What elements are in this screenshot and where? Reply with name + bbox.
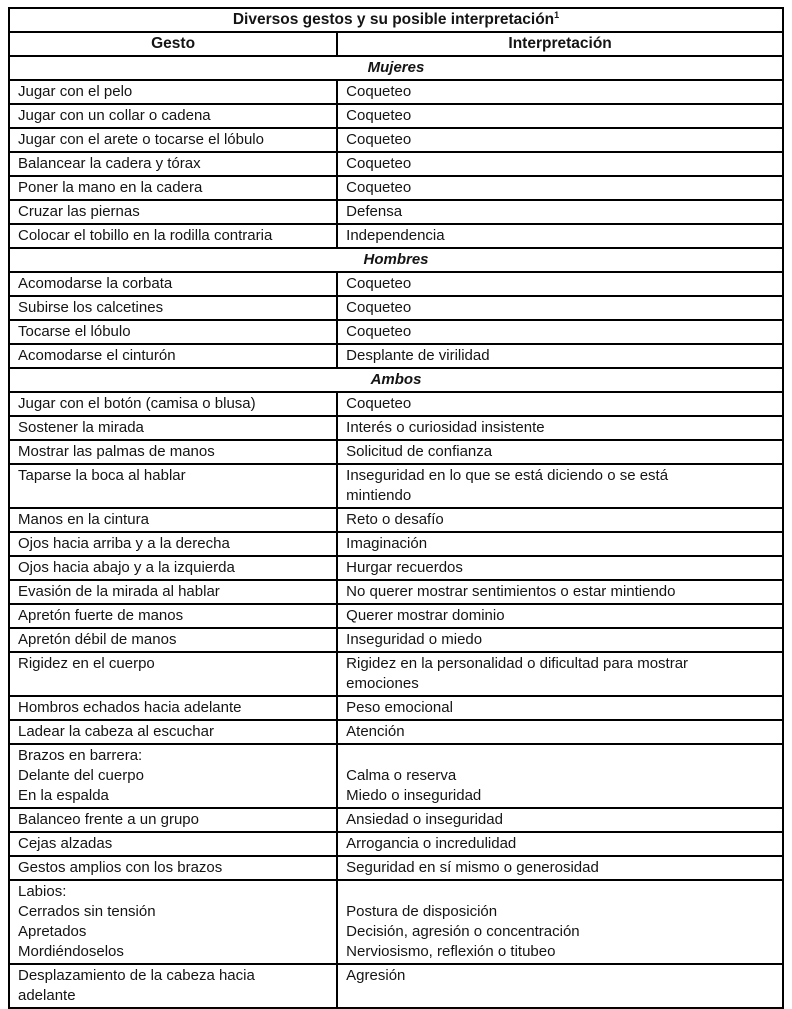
section-header-ambos: Ambos	[9, 368, 783, 392]
interpretation-cell: Coqueteo	[337, 272, 783, 296]
gesto-cell: Acomodarse la corbata	[9, 272, 337, 296]
interpretation-cell: Defensa	[337, 200, 783, 224]
gesto-cell: Jugar con un collar o cadena	[9, 104, 337, 128]
column-header-gesto: Gesto	[9, 32, 337, 56]
gesto-cell: Evasión de la mirada al hablar	[9, 580, 337, 604]
table-row	[9, 104, 783, 128]
section-header-hombres: Hombres	[9, 248, 783, 272]
interpretation-cell: Reto o desafío	[337, 508, 783, 532]
interpretation-cell: Inseguridad o miedo	[337, 628, 783, 652]
gesto-cell: Desplazamiento de la cabeza hacia adelante	[9, 964, 337, 1008]
gesto-cell: Ladear la cabeza al escuchar	[9, 720, 337, 744]
interpretation-cell: Coqueteo	[337, 392, 783, 416]
section-row-hombres	[9, 248, 783, 272]
table-row	[9, 628, 783, 652]
interpretation-cell: Coqueteo	[337, 80, 783, 104]
table-row	[9, 80, 783, 104]
table-title	[9, 8, 783, 32]
section-header-mujeres: Mujeres	[9, 56, 783, 80]
interpretation-cell: Atención	[337, 720, 783, 744]
gesto-cell: Gestos amplios con los brazos	[9, 856, 337, 880]
table-row	[9, 880, 783, 964]
interpretation-cell: Querer mostrar dominio	[337, 604, 783, 628]
table-row	[9, 580, 783, 604]
table-row	[9, 200, 783, 224]
gesto-cell: Balancear la cadera y tórax	[9, 152, 337, 176]
section-row-mujeres	[9, 56, 783, 80]
interpretation-cell: Agresión	[337, 964, 783, 1008]
table-row	[9, 176, 783, 200]
interpretation-cell: Ansiedad o inseguridad	[337, 808, 783, 832]
interpretation-cell: Coqueteo	[337, 128, 783, 152]
gesto-cell: Jugar con el botón (camisa o blusa)	[9, 392, 337, 416]
table-row	[9, 416, 783, 440]
gesto-cell: Brazos en barrera: Delante del cuerpo En la espalda	[9, 744, 337, 808]
interpretation-cell: Calma o reserva Miedo o inseguridad	[337, 744, 783, 808]
table-head	[9, 8, 783, 56]
table-row	[9, 296, 783, 320]
gesto-cell: Rigidez en el cuerpo	[9, 652, 337, 696]
gestures-table	[8, 7, 784, 1009]
table-row	[9, 152, 783, 176]
table-row	[9, 440, 783, 464]
table-row	[9, 832, 783, 856]
footnote-mark: 1	[554, 9, 560, 20]
gesto-cell: Balanceo frente a un grupo	[9, 808, 337, 832]
interpretation-cell: Seguridad en sí mismo o generosidad	[337, 856, 783, 880]
interpretation-cell: Inseguridad en lo que se está diciendo o se está mintiendo	[337, 464, 783, 508]
gesto-cell: Ojos hacia arriba y a la derecha	[9, 532, 337, 556]
gesto-cell: Jugar con el arete o tocarse el lóbulo	[9, 128, 337, 152]
table-row	[9, 508, 783, 532]
table-row	[9, 604, 783, 628]
table-body	[9, 56, 783, 1008]
interpretation-cell: Rigidez en la personalidad o dificultad para mostrar emociones	[337, 652, 783, 696]
gesto-cell: Hombros echados hacia adelante	[9, 696, 337, 720]
gesto-cell: Cruzar las piernas	[9, 200, 337, 224]
title-row	[9, 8, 783, 32]
table-row	[9, 652, 783, 696]
table-row	[9, 392, 783, 416]
table-row	[9, 128, 783, 152]
gesto-cell: Taparse la boca al hablar	[9, 464, 337, 508]
gesto-cell: Acomodarse el cinturón	[9, 344, 337, 368]
table-row	[9, 532, 783, 556]
gesto-cell: Ojos hacia abajo y a la izquierda	[9, 556, 337, 580]
column-header-row	[9, 32, 783, 56]
interpretation-cell: Hurgar recuerdos	[337, 556, 783, 580]
table-row	[9, 556, 783, 580]
interpretation-cell: Arrogancia o incredulidad	[337, 832, 783, 856]
interpretation-cell: Desplante de virilidad	[337, 344, 783, 368]
table-row	[9, 964, 783, 1008]
table-row	[9, 464, 783, 508]
interpretation-cell: Coqueteo	[337, 104, 783, 128]
table-row	[9, 696, 783, 720]
interpretation-cell: Peso emocional	[337, 696, 783, 720]
section-row-ambos	[9, 368, 783, 392]
gesto-cell: Subirse los calcetines	[9, 296, 337, 320]
interpretation-cell: Coqueteo	[337, 320, 783, 344]
interpretation-cell: Coqueteo	[337, 176, 783, 200]
table-row	[9, 744, 783, 808]
gesto-cell: Poner la mano en la cadera	[9, 176, 337, 200]
table-row	[9, 856, 783, 880]
gesto-cell: Apretón fuerte de manos	[9, 604, 337, 628]
table-row	[9, 808, 783, 832]
table-row	[9, 344, 783, 368]
interpretation-cell: Imaginación	[337, 532, 783, 556]
interpretation-cell: Independencia	[337, 224, 783, 248]
gesto-cell: Colocar el tobillo en la rodilla contraria	[9, 224, 337, 248]
gesto-cell: Cejas alzadas	[9, 832, 337, 856]
table-row	[9, 272, 783, 296]
interpretation-cell: Solicitud de confianza	[337, 440, 783, 464]
table-row	[9, 720, 783, 744]
gesto-cell: Mostrar las palmas de manos	[9, 440, 337, 464]
interpretation-cell: Coqueteo	[337, 152, 783, 176]
gesto-cell: Manos en la cintura	[9, 508, 337, 532]
interpretation-cell: Coqueteo	[337, 296, 783, 320]
gesto-cell: Sostener la mirada	[9, 416, 337, 440]
gesto-cell: Tocarse el lóbulo	[9, 320, 337, 344]
table-row	[9, 224, 783, 248]
gesto-cell: Jugar con el pelo	[9, 80, 337, 104]
interpretation-cell: Interés o curiosidad insistente	[337, 416, 783, 440]
interpretation-cell: Postura de disposición Decisión, agresión o concentración Nerviosismo, reflexión o titubeo	[337, 880, 783, 964]
column-header-interpretacion: Interpretación	[337, 32, 783, 56]
gesto-cell: Labios: Cerrados sin tensión Apretados Mordiéndoselos	[9, 880, 337, 964]
gesto-cell: Apretón débil de manos	[9, 628, 337, 652]
interpretation-cell: No querer mostrar sentimientos o estar mintiendo	[337, 580, 783, 604]
table-row	[9, 320, 783, 344]
table-title-text: Diversos gestos y su posible interpretación	[232, 11, 555, 28]
